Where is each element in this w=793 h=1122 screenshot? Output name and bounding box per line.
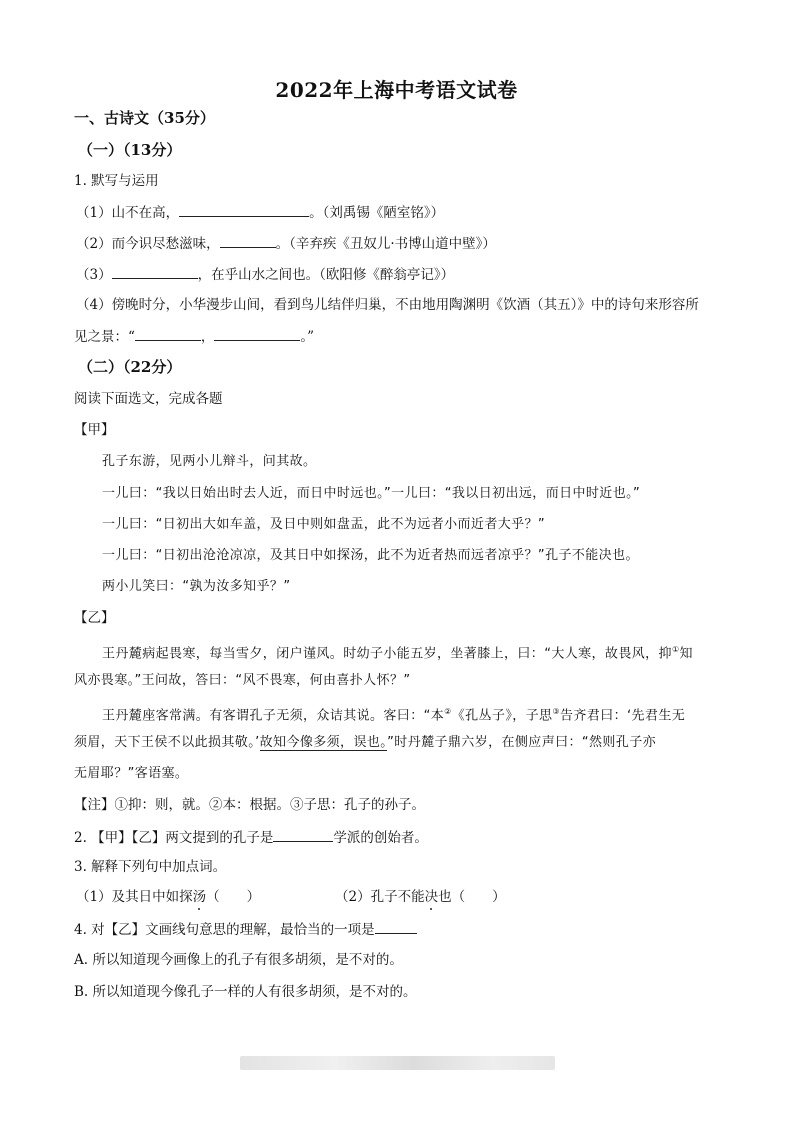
footnote-mark-2: ② [444,707,452,716]
question-4 [74,919,417,940]
item-4-text-b: ， [200,329,215,345]
underlined-sentence: 故知今像多须，误也。 [259,735,388,750]
question-1-item-4-cont [74,326,314,347]
yi-p2-text-d: 须眉，天下王侯不以此损其敬。’ [74,735,260,750]
footnote-mark-3: ③ [552,707,560,716]
item-1-text-b: 。（刘禹锡《陋室铭》） [309,205,445,221]
item-4-text-a: 见之景：“ [74,329,135,345]
question-3-heading: 3. 解释下列句中加点词。 [74,859,227,875]
yi-p1-text-b: 知 [679,646,693,662]
dotted-word-tang: 汤 [192,889,207,905]
answer-blank-1[interactable] [179,202,309,217]
section-heading-classical: 一、古诗文（35分） [74,109,215,127]
item-4-text-c: 。” [300,329,315,345]
yi-p2-text-a: 王丹麓座客常满。有客谓孔子无须，众诘其说。客曰：“本 [102,708,445,724]
q4-text: 4. 对【乙】文画线句意思的理解，最恰当的一项是 [74,922,375,938]
answer-blank-q2[interactable] [273,827,333,842]
option-a[interactable]: A. 所以知道现今画像上的孔子有很多胡须，是不对的。 [74,952,403,968]
item-2-text-b: 。（辛弃疾《丑奴儿·书博山道中壁》） [275,236,496,252]
q3-item-1-answer[interactable]: （ ） [206,889,261,905]
exam-title: 2022年上海中考语文试卷 [275,78,518,102]
annotation-note: 【注】①抑：则，就。②本：根据。③子思：孔子的孙子。 [74,797,425,813]
answer-blank-2[interactable] [220,233,276,248]
question-1-heading: 1. 默写与运用 [74,173,159,189]
passage-jia-para-1: 孔子东游，见两小儿辩斗，问其故。 [102,454,317,469]
reading-instruction: 阅读下面选文，完成各题 [74,391,223,407]
option-b[interactable]: B. 所以知道现今像孔子一样的人有很多胡须，是不对的。 [74,984,417,1000]
question-1-item-4: （4）傍晚时分，小华漫步山间，看到鸟儿结伴归巢，不由地用陶渊明《饮酒（其五）》中的诗句来形容所 [76,297,699,313]
part-two-heading: （二）（22分） [78,358,182,376]
question-2 [74,827,428,848]
passage-jia-para-4: 一儿曰：“日初出沧沧凉凉，及其日中如探汤，此不为近者热而远者凉乎？”孔子不能决也。 [102,548,639,563]
q2-text-b: 学派的创始者。 [333,830,428,846]
passage-yi-tag: 【乙】 [74,610,115,626]
passage-yi-para-1 [102,640,693,664]
footer-watermark [240,1056,555,1070]
item-3-text-b: ，在乎山水之间也。（欧阳修《醉翁亭记》） [197,267,455,283]
question-3-item-2 [335,887,506,907]
item-2-text-a: （2）而今识尽愁滋味， [76,236,220,252]
question-3-item-1 [76,887,260,907]
passage-jia-para-5: 两小儿笑曰：“孰为汝多知乎？” [102,579,291,594]
dotted-word-jue: 决 [424,889,439,905]
answer-blank-3[interactable] [112,264,198,279]
yi-p2-text-c: 告齐君曰：‘先君生无 [560,708,686,724]
passage-yi-para-2-cont [74,733,656,753]
yi-p1-text-a: 王丹麓病起畏寒，每当雪夕，闭户谨风。时幼子小能五岁，坐著膝上，曰：“大人寒，故畏风，抑 [102,646,672,662]
question-1-item-3 [76,264,454,285]
passage-jia-tag: 【甲】 [74,422,115,438]
passage-jia-para-3: 一儿曰：“日初出大如车盖，及日中则如盘盂，此不为远者小而近者大乎？” [102,517,546,532]
passage-yi-para-1-cont: 风亦畏寒。”王问故，答曰：“风不畏寒，何由喜扑人怀？” [74,673,411,688]
answer-blank-4a[interactable] [135,326,201,341]
passage-yi-para-2-end: 无眉耶？”客语塞。 [74,766,189,781]
passage-yi-para-2 [102,702,685,726]
passage-jia-para-2: 一儿曰：“我以日始出时去人近，而日中时远也。”一儿曰：“我以日初出远，而日中时近也。” [102,486,641,501]
q3-item-1-text: （1）及其日中如探 [76,889,193,905]
question-1-item-1 [76,202,444,223]
q3-item-2-answer[interactable]: 也（ ） [438,889,506,905]
yi-p2-text-e: ”时丹麓子鼎六岁，在侧应声曰：“然则孔子亦 [387,735,657,750]
answer-blank-4b[interactable] [214,326,300,341]
answer-blank-q4[interactable] [375,919,417,934]
yi-p2-text-b: 《孔丛子》，子思 [451,708,553,724]
item-3-text-a: （3） [76,267,112,283]
item-1-text-a: （1）山不在高， [76,205,180,221]
question-1-item-2 [76,233,496,254]
q2-text-a: 2. 【甲】【乙】两文提到的孔子是 [74,830,274,846]
footnote-mark-1: ① [671,645,680,654]
part-one-heading: （一）（13分） [78,141,182,159]
q3-item-2-text: （2）孔子不能 [335,889,425,905]
